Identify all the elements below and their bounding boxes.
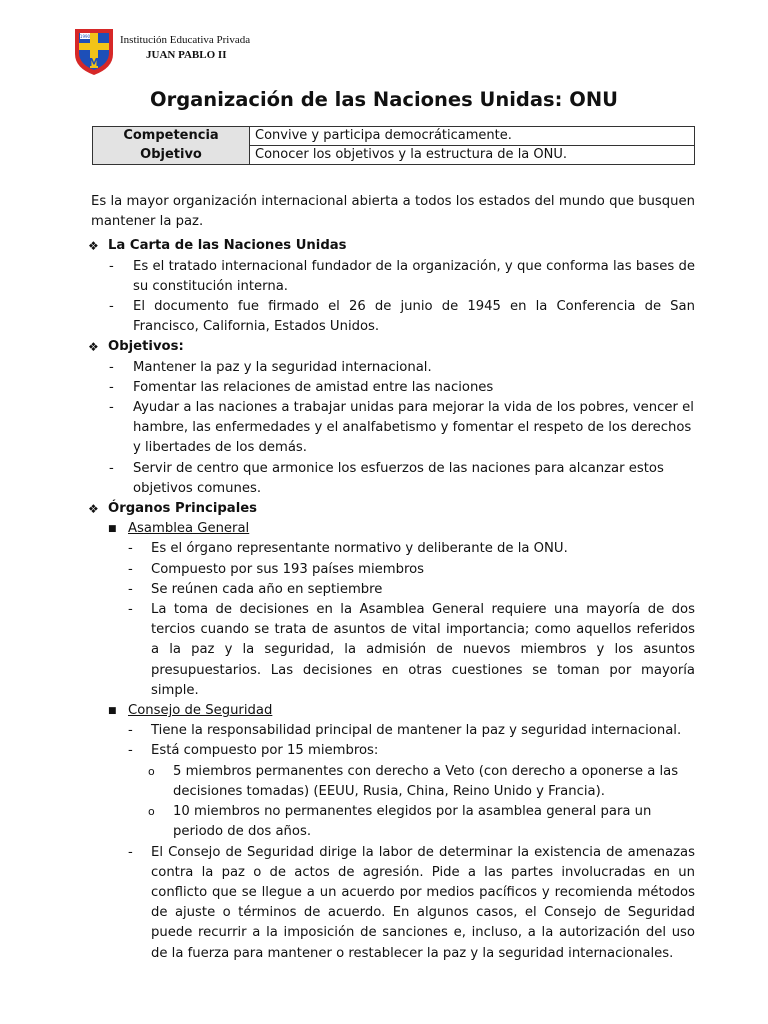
sub-list-item: o 10 miembros no permanentes elegidos por la asamblea general para un periodo de dos años. bbox=[148, 804, 652, 840]
list-item: - Compuesto por sus 193 países miembros bbox=[151, 560, 695, 580]
list-item: - Es el tratado internacional fundador de la organización, y que conforma las bases de su constitución interna. bbox=[109, 258, 695, 294]
dash-bullet-icon: - bbox=[128, 723, 133, 739]
list-item: - Servir de centro que armonice los esfuerzos de las naciones para alcanzar estos objetivos comunes. bbox=[109, 460, 664, 496]
svg-text:1990: 1990 bbox=[79, 34, 91, 39]
competencia-value: Convive y participa democráticamente. bbox=[250, 127, 695, 146]
subsection-title: Consejo de Seguridad bbox=[128, 703, 273, 719]
page-title: Organización de las Naciones Unidas: ONU bbox=[150, 88, 618, 111]
circle-bullet-icon: o bbox=[148, 805, 155, 819]
diamond-bullet-icon: ❖ bbox=[88, 502, 99, 517]
dash-bullet-icon: - bbox=[128, 743, 133, 759]
svg-text:M: M bbox=[88, 56, 100, 69]
square-bullet-icon: ■ bbox=[108, 524, 117, 535]
subsection-asamblea bbox=[108, 519, 695, 539]
list-item: - La toma de decisiones en la Asamblea General requiere una mayoría de dos tercios cuando se trata de asuntos de vital importancia; como aquellos referidos a la paz y la seguridad, la admisión de nuevos miembros y los asuntos presupuestarios. Las decisiones en otras cuestiones se toman por mayoría simple. bbox=[128, 602, 695, 698]
list-item: - Ayudar a las naciones a trabajar unidas para mejorar la vida de los pobres, vencer el hambre, las enfermedades y el analfabetismo y fomentar el respeto de los derechos y libertades de los demás. bbox=[109, 400, 694, 456]
dash-bullet-icon: - bbox=[128, 541, 133, 557]
circle-bullet-icon: o bbox=[148, 764, 155, 778]
list-item: - Es el órgano representante normativo y deliberante de la ONU. bbox=[151, 539, 695, 559]
diamond-bullet-icon: ❖ bbox=[88, 239, 99, 254]
dash-bullet-icon: - bbox=[109, 359, 114, 375]
dash-bullet-icon: - bbox=[109, 400, 114, 416]
dash-bullet-icon: - bbox=[109, 379, 114, 395]
list-item: - Se reúnen cada año en septiembre bbox=[151, 580, 695, 600]
school-shield-logo bbox=[74, 28, 114, 76]
dash-bullet-icon: - bbox=[128, 581, 133, 597]
dash-bullet-icon: - bbox=[128, 602, 133, 618]
square-bullet-icon: ■ bbox=[108, 706, 117, 717]
table-row bbox=[93, 127, 695, 146]
competencia-label: Competencia bbox=[93, 127, 250, 146]
objetivo-value: Conocer los objetivos y la estructura de la ONU. bbox=[250, 146, 695, 165]
dash-bullet-icon: - bbox=[109, 460, 114, 476]
list-item: - Está compuesto por 15 miembros: bbox=[151, 741, 695, 761]
list-item: - Tiene la responsabilidad principal de mantener la paz y seguridad internacional. bbox=[151, 721, 695, 741]
competency-table bbox=[92, 126, 695, 165]
list-item: - El Consejo de Seguridad dirige la labor de determinar la existencia de amenazas contra la paz o de actos de agresión. Pide a las partes involucradas en un conflicto que se llegue a un acuerdo por medios pacíficos y recomienda métodos de ajuste o términos de acuerdo. En algunos casos, el Consejo de Seguridad puede recurrir a la imposición de sanciones e, incluso, a la autorización del uso de la fuerza para mantener o restablecer la paz y la seguridad internacionales. bbox=[128, 844, 695, 961]
school-name: JUAN PABLO II bbox=[146, 49, 227, 61]
dash-bullet-icon: - bbox=[128, 561, 133, 577]
sub-list-item: o 5 miembros permanentes con derecho a Veto (con derecho a oponerse a las decisiones tomadas) (EEUU, Rusia, China, Reino Unido y Francia). bbox=[148, 763, 679, 799]
section-heading: La Carta de las Naciones Unidas bbox=[108, 238, 347, 254]
subsection-title: Asamblea General bbox=[128, 521, 250, 537]
section-heading: Objetivos: bbox=[108, 339, 184, 355]
section-heading: Órganos Principales bbox=[108, 501, 258, 517]
list-item: - Fomentar las relaciones de amistad entre las naciones bbox=[133, 378, 695, 398]
list-item: - Mantener la paz y la seguridad internacional. bbox=[133, 358, 695, 378]
section-organos bbox=[88, 499, 695, 519]
objetivo-label: Objetivo bbox=[93, 146, 250, 165]
dash-bullet-icon: - bbox=[109, 258, 114, 274]
intro-paragraph: Es la mayor organización internacional abierta a todos los estados del mundo que busquen mantener la paz. bbox=[91, 194, 695, 230]
section-carta bbox=[88, 236, 695, 256]
dash-bullet-icon: - bbox=[109, 299, 114, 315]
list-item: - El documento fue firmado el 26 de junio de 1945 en la Conferencia de San Francisco, California, Estados Unidos. bbox=[109, 299, 695, 335]
table-row bbox=[93, 146, 695, 165]
subsection-consejo bbox=[108, 701, 695, 721]
dash-bullet-icon: - bbox=[128, 844, 133, 860]
document-body bbox=[88, 192, 695, 964]
institution-name: Institución Educativa Privada bbox=[120, 34, 251, 46]
diamond-bullet-icon: ❖ bbox=[88, 340, 99, 355]
section-objetivos bbox=[88, 337, 695, 357]
